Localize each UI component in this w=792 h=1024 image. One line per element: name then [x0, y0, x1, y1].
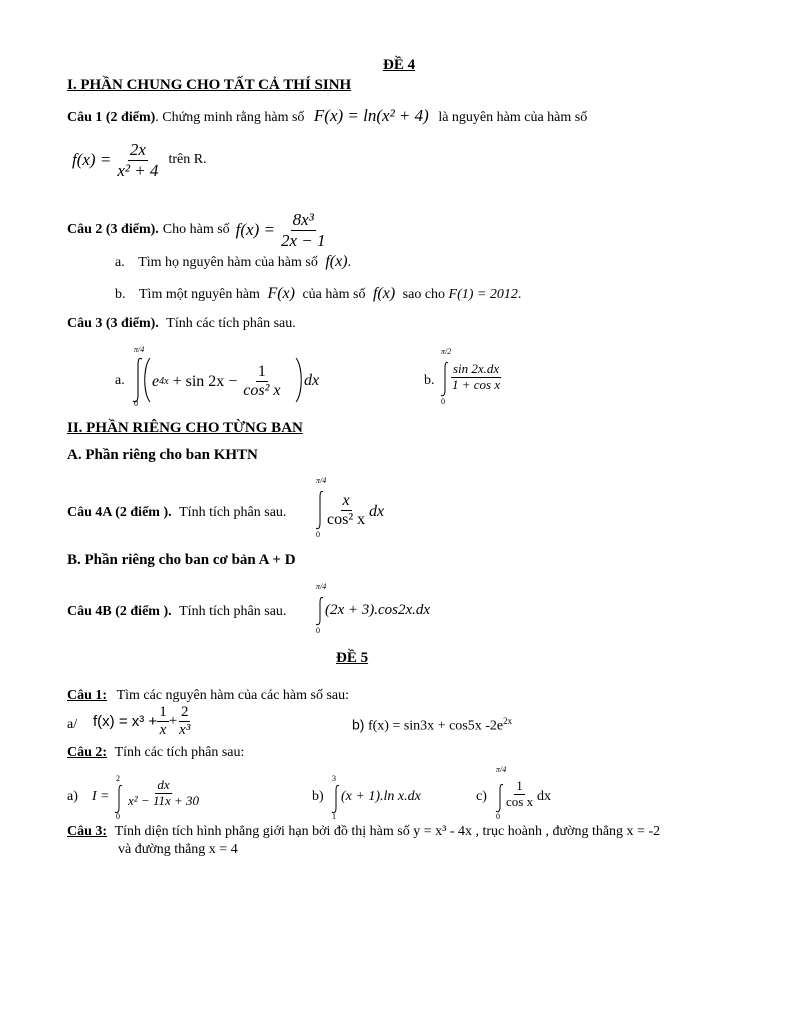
de4-cau2-f-den: 2x − 1 — [280, 230, 326, 250]
de5-cau1-a-frac1 — [157, 704, 169, 740]
de5-cau3-text1: Tính diện tích hình phẳng giới hạn bởi đồ thị hàm số y = x³ - 4x , trục hoành , đường thẳng x = -2 — [114, 824, 661, 839]
de4-cau4a-lower: 0 — [316, 530, 320, 539]
de4-cau1-text2: là nguyên hàm của hàm số — [438, 110, 588, 125]
de5-cau2-a-label: a) — [67, 789, 78, 804]
de5-cau1-a-den2: x³ — [179, 722, 191, 739]
de4-cau2-f-num: 8x³ — [292, 210, 314, 229]
de5-cau2-c-lower: 0 — [496, 812, 500, 821]
de4-cau1-f-num: 2x — [129, 140, 146, 159]
de5-cau1-text: Tìm các nguyên hàm của các hàm số sau: — [116, 688, 350, 703]
de4-cau1-f-lhs: f(x) = — [72, 150, 112, 170]
de4-cau1-f-den: x² + 4 — [117, 160, 159, 180]
de5-cau1-b-label: b) — [352, 716, 365, 733]
de4-cau2-label: Câu 2 (3 điểm). — [67, 222, 159, 238]
de5-cau2-b-upper: 3 — [332, 774, 336, 783]
de5-cau2-a-integral — [92, 774, 232, 824]
de5-cau2-line — [67, 745, 244, 761]
de5-cau3-text2: và đường thẳng x = 4 — [118, 842, 238, 857]
de5-cau2-b-expr: (x + 1).ln x.dx — [341, 789, 421, 804]
de4-cau3-a-lower: 0 — [134, 399, 138, 408]
de4-partB-heading: B. Phần riêng cho ban cơ bản A + D — [67, 552, 296, 568]
de5-cau1-label: Câu 1: — [67, 688, 108, 703]
de5-cau1-a-num2: 2 — [179, 704, 191, 722]
de4-cau1-fraction — [115, 140, 160, 180]
de4-cau4a-text: Tính tích phân sau. — [179, 505, 287, 520]
de4-cau3-a-den: cos² x — [243, 382, 281, 400]
de4-cau2-b-label: b. — [115, 287, 126, 302]
de4-cau4a-fraction — [325, 492, 367, 530]
de4-cau1-tail: trên R. — [168, 152, 207, 168]
de4-cau4b-expr: (2x + 3).cos2x.dx — [325, 602, 431, 618]
de4-cau2-f-lhs: f(x) = — [235, 220, 275, 240]
de5-cau1-a — [93, 704, 192, 740]
de4-cau2-a-end: . — [347, 255, 352, 270]
de4-cau3-a-exp: 4x — [159, 376, 169, 388]
de4-cau1-formula: F(x) = ln(x² + 4) — [313, 106, 429, 125]
de4-cau2-b-F: F(x) — [267, 285, 295, 302]
de4-cau3-b-den: 1 + cos x — [452, 376, 501, 392]
de5-cau2-a-upper: 2 — [116, 774, 120, 783]
de4-cau3-a-dx: dx — [304, 372, 320, 389]
de4-cau3-label: Câu 3 (3 điểm). — [67, 316, 159, 331]
de5-cau2-a-num: dx — [157, 777, 170, 792]
de4-cau2-text: Cho hàm số — [162, 222, 230, 238]
de5-cau2-c-num: 1 — [516, 778, 523, 793]
de5-cau1-a-den1: x — [159, 722, 167, 739]
de5-cau1-a-frac2 — [177, 704, 192, 740]
de4-cau2-b-text2: của hàm số — [302, 287, 366, 302]
de5-cau2-label: Câu 2: — [67, 745, 108, 760]
de4-section2-heading: II. PHẦN RIÊNG CHO TỪNG BAN — [67, 420, 303, 436]
de5-cau1-a-label: a/ — [67, 717, 78, 732]
de4-section1-heading: I. PHẦN CHUNG CHO TẤT CẢ THÍ SINH — [67, 77, 352, 93]
de4-cau3-a-integral — [128, 345, 328, 411]
de4-cau1-line1 — [67, 106, 587, 126]
de5-cau1-a-expr: f(x) = x³ + — [93, 713, 158, 731]
de4-cau2-b-cond: F(1) = 2012 — [448, 287, 518, 302]
de4-cau3-b-fraction — [450, 362, 502, 393]
de5-cau2-b-label: b) — [312, 789, 324, 804]
de5-cau2-b-integral — [328, 774, 448, 824]
de5-cau2-c-label: c) — [476, 789, 487, 804]
de5-cau2-text: Tính các tích phân sau: — [114, 745, 245, 760]
de4-cau2-b-text3: sao cho — [402, 287, 446, 302]
de4-cau3-text: Tính các tích phân sau. — [166, 316, 296, 331]
de4-cau3-b-integral — [437, 347, 527, 409]
de4-cau4a-den: cos² x — [327, 511, 366, 529]
de4-cau2-a-f: f(x) — [325, 253, 348, 270]
de5-cau1-a-plus: + — [168, 713, 178, 730]
integral-sign-icon — [440, 361, 450, 397]
integral-sign-icon — [315, 596, 325, 626]
de4-cau3-a-num: 1 — [256, 363, 268, 382]
de4-cau2-a — [115, 253, 351, 271]
de5-cau1-b — [352, 716, 512, 735]
de5-cau2-a-fraction — [126, 778, 201, 809]
de4-cau3-line — [67, 316, 296, 332]
de4-cau1-text: . Chứng minh rằng hàm số — [155, 110, 305, 125]
de4-cau2-a-text: Tìm họ nguyên hàm của hàm số — [138, 255, 318, 270]
de4-cau2-b-f: f(x) — [372, 285, 396, 302]
de5-cau1-b-exp: 2x — [503, 716, 513, 726]
de4-cau3-b-lower: 0 — [441, 397, 445, 406]
de4-cau2-b-end: . — [517, 287, 522, 302]
de4-cau4b-line — [67, 604, 286, 620]
de4-cau4a-line — [67, 505, 286, 521]
de4-cau3-b-label: b. — [424, 373, 435, 388]
de4-cau1-label: Câu 1 (2 điểm) — [67, 110, 156, 125]
de4-cau4a-label: Câu 4A (2 điểm ). — [67, 505, 172, 520]
de5-cau1-a-num1: 1 — [157, 704, 169, 722]
de4-partA-heading: A. Phần riêng cho ban KHTN — [67, 447, 258, 463]
de4-cau4b-text: Tính tích phân sau. — [179, 604, 287, 619]
de4-cau3-a-upper: π/4 — [134, 345, 145, 354]
de4-cau1-function — [72, 140, 207, 180]
de4-cau2-b — [115, 285, 521, 303]
de5-cau2-c-fraction — [504, 779, 535, 810]
de4-cau2-line — [67, 210, 328, 250]
de4-cau2-fraction — [279, 210, 328, 250]
de4-cau2-b-text1: Tìm một nguyên hàm — [139, 287, 260, 302]
de5-cau2-c-den: cos x — [506, 793, 534, 809]
de5-cau2-c-upper: π/4 — [496, 765, 507, 774]
de5-cau3-line1 — [67, 824, 660, 840]
de5-title: ĐỀ 5 — [336, 650, 369, 666]
de4-cau4a-num: x — [341, 492, 352, 511]
de5-cau2-a-lhs: I = — [92, 789, 110, 804]
de4-cau3-a-fraction — [241, 363, 282, 401]
de4-cau4a-dx: dx — [369, 503, 385, 520]
de4-cau3-a-label: a. — [115, 373, 125, 388]
de4-cau3-a-expr2: + sin 2x − — [172, 372, 238, 390]
de4-cau3-a-expr1: e — [152, 372, 160, 390]
de5-cau3-label: Câu 3: — [67, 824, 108, 839]
de4-cau4b-upper: π/4 — [316, 582, 327, 591]
de5-cau2-b-lower: 1 — [332, 812, 336, 821]
left-paren-icon — [142, 357, 152, 403]
de4-title: ĐỀ 4 — [383, 57, 416, 73]
de4-cau4a-integral — [311, 476, 401, 542]
de4-cau4b-label: Câu 4B (2 điểm ). — [67, 604, 172, 619]
de4-cau3-b-upper: π/2 — [441, 347, 452, 356]
de4-cau4b-integral — [311, 582, 471, 638]
integral-sign-icon — [331, 784, 341, 814]
de5-cau2-c-integral — [493, 765, 573, 823]
de4-cau4a-upper: π/4 — [316, 476, 327, 485]
de5-cau2-c-dx: dx — [537, 789, 551, 804]
de5-cau2-a-lower: 0 — [116, 812, 120, 821]
integral-sign-icon — [315, 490, 325, 530]
de4-cau3-b-num: sin 2x.dx — [452, 361, 500, 376]
de4-cau4b-lower: 0 — [316, 626, 320, 635]
de5-cau1-line — [67, 688, 349, 704]
de5-cau1-b-expr: f(x) = sin3x + cos5x -2e — [367, 718, 504, 734]
de4-cau2-a-label: a. — [115, 255, 125, 270]
integral-sign-icon — [114, 784, 124, 814]
de5-cau2-a-den: x² − 11x + 30 — [128, 792, 200, 808]
right-paren-icon — [294, 357, 304, 403]
